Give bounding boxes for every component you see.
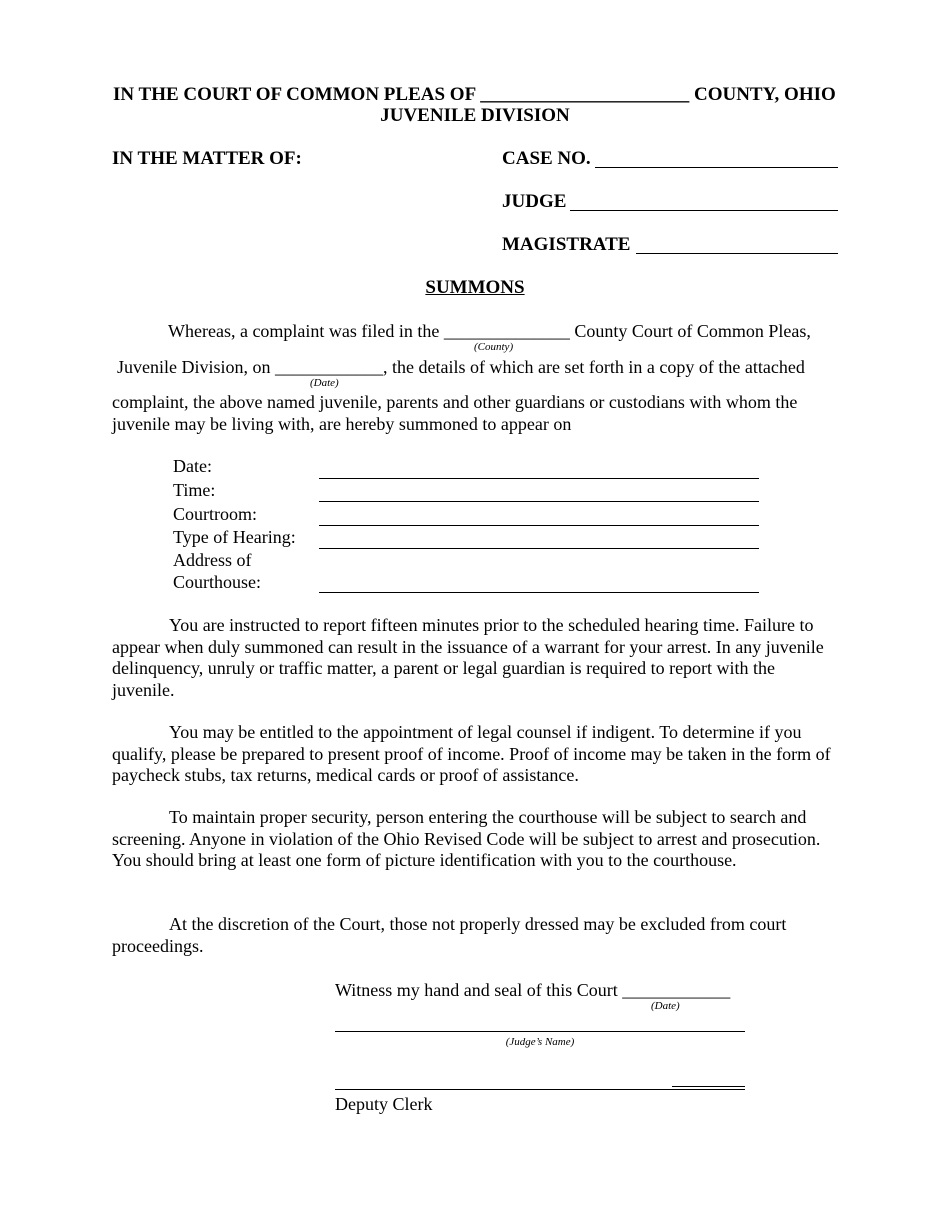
security-text: To maintain proper security, person entering the courthouse will be subject to search and screening. Anyone in violation of the Ohio Revised Code will be subject to arrest and prosecution. You should bring at least one form of picture identification with you to the courthouse. bbox=[112, 807, 821, 871]
county-blank[interactable]: ______________________ bbox=[480, 84, 690, 105]
report-text: You are instructed to report fifteen minutes prior to the scheduled hearing time. Failure to appear when duly summoned can result in the issuance of a warrant for your arrest. In any juvenile delinquency, unruly or traffic matter, a parent or legal guardian is required to report with the juvenile. bbox=[112, 615, 824, 700]
magistrate-field[interactable] bbox=[636, 253, 838, 254]
intro-part3: Juvenile Division, on bbox=[117, 357, 271, 377]
field-label-date: Date: bbox=[173, 456, 212, 476]
date-hint: (Date) bbox=[310, 377, 339, 389]
intro-part4: , the details of which are set forth in a copy of the attached bbox=[383, 357, 805, 377]
court-header bbox=[113, 84, 836, 106]
date-field[interactable] bbox=[319, 478, 759, 479]
judge-label: JUDGE bbox=[502, 191, 567, 212]
time-field[interactable] bbox=[319, 501, 759, 502]
case-no-label: CASE NO. bbox=[502, 148, 591, 169]
security-paragraph bbox=[112, 807, 840, 872]
field-label-courthouse: Courthouse: bbox=[173, 572, 261, 592]
witness-date-blank[interactable]: ____________ bbox=[622, 980, 731, 1000]
case-no-field[interactable] bbox=[595, 167, 838, 168]
magistrate-label: MAGISTRATE bbox=[502, 234, 631, 255]
witness-text: Witness my hand and seal of this Court bbox=[335, 980, 618, 1000]
witness-date-hint: (Date) bbox=[651, 1000, 680, 1012]
court-suffix: COUNTY, OHIO bbox=[693, 84, 836, 105]
report-paragraph bbox=[112, 615, 840, 701]
intro-part5: complaint, the above named juvenile, parents and other guardians or custodians with whom the juvenile may be living with, are hereby summoned to appear on bbox=[112, 392, 798, 434]
judge-name-hint: (Judge’s Name) bbox=[505, 1036, 575, 1048]
dress-paragraph bbox=[112, 914, 840, 957]
field-label-time: Time: bbox=[173, 480, 216, 500]
intro-county-blank[interactable]: ______________ bbox=[443, 321, 570, 341]
county-hint: (County) bbox=[474, 341, 514, 353]
field-label-address: Address of bbox=[173, 550, 252, 570]
intro-line-1 bbox=[168, 320, 811, 342]
summons-title: SUMMONS bbox=[425, 277, 525, 298]
intro-part2: County Court of Common Pleas, bbox=[574, 321, 811, 341]
courtroom-field[interactable] bbox=[319, 525, 759, 526]
hearing-type-field[interactable] bbox=[319, 548, 759, 549]
judge-signature-field[interactable] bbox=[335, 1031, 745, 1032]
matter-label: IN THE MATTER OF: bbox=[112, 148, 302, 169]
clerk-signature-extra bbox=[672, 1086, 745, 1087]
courthouse-address-field[interactable] bbox=[319, 592, 759, 593]
document-title bbox=[0, 277, 950, 299]
intro-line-2 bbox=[117, 356, 805, 378]
counsel-paragraph bbox=[112, 722, 840, 787]
field-label-courtroom: Courtroom: bbox=[173, 504, 257, 524]
clerk-signature-field[interactable] bbox=[335, 1089, 745, 1090]
judge-field[interactable] bbox=[570, 210, 838, 211]
intro-date-blank[interactable]: ____________ bbox=[275, 357, 383, 377]
division-title: JUVENILE DIVISION bbox=[380, 105, 570, 126]
deputy-clerk-label: Deputy Clerk bbox=[335, 1094, 433, 1114]
counsel-text: You may be entitled to the appointment of legal counsel if indigent. To determine if you qualify, please be prepared to present proof of income. Proof of income may be taken in the form of paycheck stubs, tax returns, medical cards or proof of assistance. bbox=[112, 722, 831, 786]
dress-text: At the discretion of the Court, those not properly dressed may be excluded from court proceedings. bbox=[112, 914, 787, 956]
court-prefix: IN THE COURT OF COMMON PLEAS OF bbox=[113, 84, 476, 105]
witness-line bbox=[335, 979, 730, 1001]
intro-part1: Whereas, a complaint was filed in the bbox=[168, 321, 440, 341]
field-label-hearing-type: Type of Hearing: bbox=[173, 527, 296, 547]
